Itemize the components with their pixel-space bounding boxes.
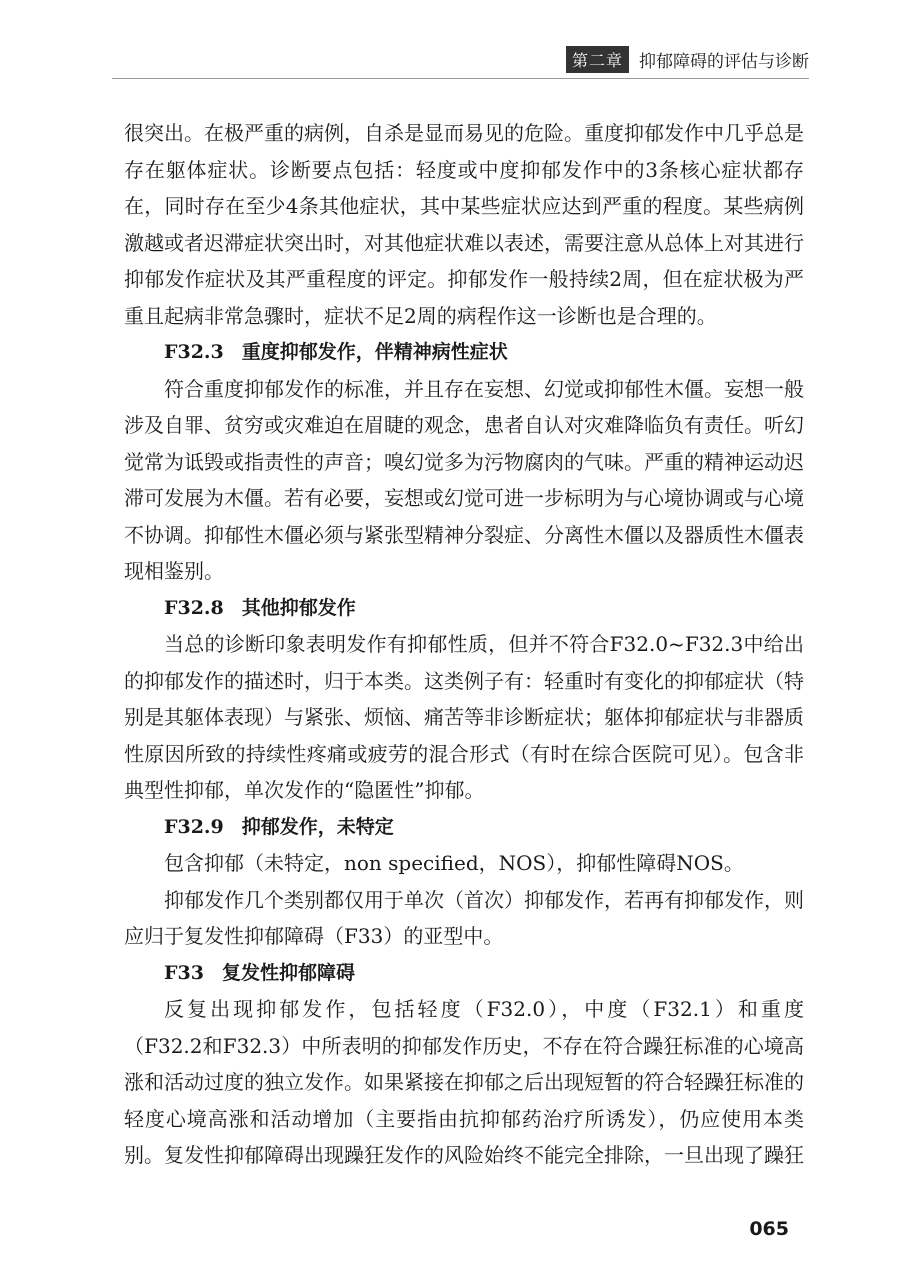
section-heading-f32-9 (124, 809, 804, 846)
section-heading-f32-3 (124, 334, 804, 371)
section-code: F32.8 (164, 596, 224, 619)
section-code: F33 (164, 961, 204, 984)
paragraph-4: 包含抑郁（未特定，non specified，NOS），抑郁性障碍NOS。 (164, 851, 744, 875)
header-rule (112, 78, 809, 79)
section-title: 复发性抑郁障碍 (221, 961, 355, 984)
paragraph-1: 很突出。在极严重的病例，自杀是显而易见的危险。重度抑郁发作中几乎总是存在躯体症状。诊断要点包括：轻度或中度抑郁发作中的3条核心症状都存在，同时存在至少4条其他症状，其中某些症状应达到严重的程度。某些病例激越或者迟滞症状突出时，对其他症状难以表述，需要注意从总体上对其进行抑郁发作症状及其严重程度的评定。抑郁发作一般持续2周，但在症状极为严重且起病非常急骤时，症状不足2周的病程作这一诊断也是合理的。 (124, 121, 804, 328)
running-header (566, 46, 809, 73)
section-code: F32.9 (164, 815, 224, 838)
paragraph-5: 抑郁发作几个类别都仅用于单次（首次）抑郁发作，若再有抑郁发作，则应归于复发性抑郁障碍（F33）的亚型中。 (124, 887, 804, 948)
chapter-title: 抑郁障碍的评估与诊断 (639, 52, 809, 72)
section-title: 抑郁发作，未特定 (241, 815, 394, 838)
paragraph-6: 反复出现抑郁发作，包括轻度（F32.0），中度（F32.1）和重度（F32.2和F32.3）中所表明的抑郁发作历史，不存在符合躁狂标准的心境高涨和活动过度的独立发作。如果紧接在抑郁之后出现短暂的符合轻躁狂标准的轻度心境高涨和活动增加（主要指由抗抑郁药治疗所诱发），仍应使用本类别。复发性抑郁障碍出现躁狂发作的风险始终不能完全排除，一旦出现了躁狂 (124, 997, 804, 1167)
section-code: F32.3 (164, 341, 224, 363)
paragraph-2: 符合重度抑郁发作的标准，并且存在妄想、幻觉或抑郁性木僵。妄想一般涉及自罪、贫穷或灾难迫在眉睫的观念，患者自认对灾难降临负有责任。听幻觉常为诋毁或指责性的声音；嗅幻觉多为污物腐肉的气味。严重的精神运动迟滞可发展为木僵。若有必要，妄想或幻觉可进一步标明为与心境协调或与心境不协调。抑郁性木僵必须与紧张型精神分裂症、分离性木僵以及器质性木僵表现相鉴别。 (124, 376, 804, 583)
section-heading-f33 (124, 955, 804, 992)
section-title: 其他抑郁发作 (241, 596, 356, 619)
body-text (124, 115, 804, 1174)
paragraph-3: 当总的诊断印象表明发作有抑郁性质，但并不符合F32.0~F32.3中给出的抑郁发作的描述时，归于本类。这类例子有：轻重时有变化的抑郁症状（特别是其躯体表现）与紧张、烦恼、痛苦等非诊断症状；躯体抑郁症状与非器质性原因所致的持续性疼痛或疲劳的混合形式（有时在综合医院可见）。包含非典型性抑郁，单次发作的“隐匿性”抑郁。 (124, 632, 804, 802)
section-title: 重度抑郁发作，伴精神病性症状 (241, 341, 508, 363)
section-heading-f32-8 (124, 590, 804, 627)
chapter-tag: 第二章 (566, 46, 629, 73)
page-number: 065 (749, 1218, 789, 1240)
